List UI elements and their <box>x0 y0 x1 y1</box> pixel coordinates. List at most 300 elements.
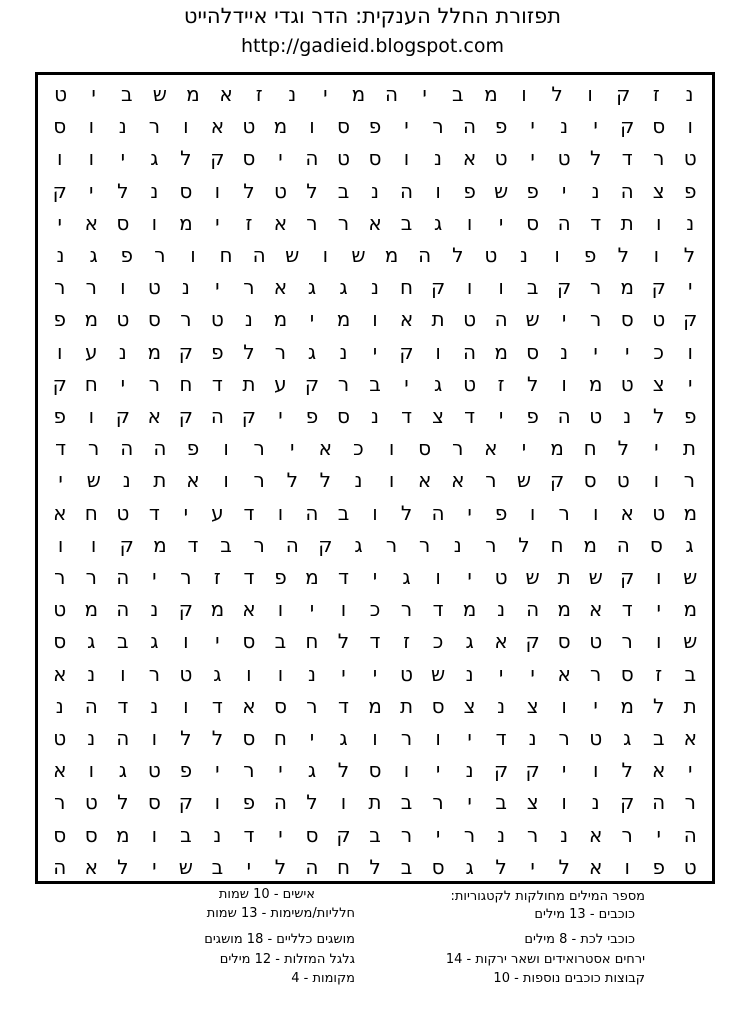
grid-letter[interactable]: ק <box>178 404 193 428</box>
grid-letter[interactable]: ז <box>652 82 660 106</box>
grid-letter[interactable]: י <box>215 210 220 235</box>
grid-letter[interactable]: ז <box>497 371 505 396</box>
grid-letter[interactable]: א <box>399 307 414 332</box>
grid-letter[interactable]: ה <box>463 114 477 139</box>
grid-letter[interactable]: מ <box>494 339 508 364</box>
grid-letter[interactable]: מ <box>462 597 477 622</box>
grid-letter[interactable]: א <box>368 210 382 235</box>
grid-letter[interactable]: ח <box>179 371 193 396</box>
grid-letter[interactable]: ט <box>242 114 256 139</box>
grid-letter[interactable]: ט <box>210 307 224 332</box>
grid-letter[interactable]: ג <box>465 854 474 879</box>
grid-letter[interactable]: ו <box>183 629 189 654</box>
grid-letter[interactable]: ל <box>683 243 696 267</box>
grid-letter[interactable]: נ <box>122 468 131 493</box>
grid-letter[interactable]: ר <box>306 693 318 718</box>
grid-letter[interactable]: ה <box>418 243 432 267</box>
grid-letter[interactable]: ש <box>430 661 446 686</box>
grid-letter[interactable]: ו <box>435 339 441 364</box>
grid-letter[interactable]: ר <box>148 114 160 139</box>
grid-letter[interactable]: ג <box>433 210 443 235</box>
grid-letter[interactable]: ח <box>273 726 287 750</box>
grid-letter[interactable]: ר <box>653 146 665 171</box>
grid-letter[interactable]: א <box>273 275 288 300</box>
grid-letter[interactable]: מ <box>153 532 167 557</box>
grid-letter[interactable]: ו <box>372 307 378 332</box>
grid-letter[interactable]: ק <box>115 404 130 428</box>
grid-letter[interactable]: ק <box>178 597 193 622</box>
grid-letter[interactable]: ה <box>116 726 130 750</box>
grid-letter[interactable]: ל <box>306 790 318 815</box>
grid-letter[interactable]: ש <box>683 629 698 654</box>
grid-letter[interactable]: ט <box>400 661 414 686</box>
grid-letter[interactable]: י <box>521 436 527 461</box>
grid-letter[interactable]: י <box>278 758 283 783</box>
grid-letter[interactable]: י <box>435 758 441 783</box>
grid-letter[interactable]: ש <box>588 565 603 589</box>
grid-letter[interactable]: ר <box>400 597 413 622</box>
grid-letter[interactable]: ו <box>561 371 567 396</box>
grid-letter[interactable]: ה <box>252 243 266 267</box>
grid-letter[interactable]: ס <box>53 629 67 654</box>
grid-letter[interactable]: ק <box>318 532 333 557</box>
grid-letter[interactable]: ט <box>494 146 508 171</box>
grid-letter[interactable]: ס <box>336 404 350 428</box>
grid-letter[interactable]: ג <box>118 758 127 783</box>
grid-letter[interactable]: י <box>593 693 598 718</box>
grid-letter[interactable]: מ <box>116 822 130 847</box>
grid-letter[interactable]: ח <box>550 532 564 557</box>
grid-letter[interactable]: ר <box>148 371 160 396</box>
grid-letter[interactable]: ט <box>652 307 666 332</box>
grid-letter[interactable]: פ <box>684 404 697 428</box>
grid-letter[interactable]: מ <box>484 82 498 106</box>
grid-letter[interactable]: ג <box>339 275 348 300</box>
grid-letter[interactable]: ר <box>253 436 265 461</box>
grid-letter[interactable]: א <box>588 597 603 622</box>
grid-letter[interactable]: ר <box>54 790 66 815</box>
grid-letter[interactable]: ה <box>273 790 287 815</box>
grid-letter[interactable]: ק <box>399 339 414 364</box>
grid-letter[interactable]: ה <box>494 307 508 332</box>
grid-letter[interactable]: ט <box>494 565 508 589</box>
grid-letter[interactable]: ג <box>307 275 317 300</box>
grid-letter[interactable]: ת <box>682 436 697 461</box>
grid-letter[interactable]: ע <box>274 371 287 396</box>
grid-letter[interactable]: פ <box>242 790 256 815</box>
grid-letter[interactable]: ר <box>558 500 570 525</box>
grid-letter[interactable]: י <box>467 726 472 750</box>
grid-letter[interactable]: ו <box>151 822 158 847</box>
grid-letter[interactable]: ח <box>583 436 597 461</box>
grid-letter[interactable]: ו <box>372 726 378 750</box>
grid-letter[interactable]: נ <box>150 693 159 718</box>
grid-letter[interactable]: ל <box>243 178 255 203</box>
grid-letter[interactable]: נ <box>434 146 443 171</box>
grid-letter[interactable]: ו <box>561 790 567 815</box>
grid-letter[interactable]: ל <box>369 854 381 879</box>
grid-letter[interactable]: ש <box>285 243 300 267</box>
grid-letter[interactable]: פ <box>186 436 200 461</box>
grid-letter[interactable]: מ <box>620 275 634 300</box>
grid-letter[interactable]: ה <box>53 854 67 879</box>
grid-letter[interactable]: ו <box>435 178 441 203</box>
grid-letter[interactable]: ש <box>86 468 101 493</box>
grid-letter[interactable]: ג <box>307 339 317 364</box>
grid-letter[interactable]: ת <box>242 371 256 396</box>
grid-letter[interactable]: ש <box>516 468 532 493</box>
grid-letter[interactable]: ח <box>399 275 414 300</box>
grid-letter[interactable]: ק <box>430 275 446 300</box>
blog-url[interactable]: http://gadieid.blogspot.com <box>241 35 504 57</box>
grid-letter[interactable]: ס <box>557 629 571 654</box>
grid-letter[interactable]: י <box>688 371 693 396</box>
grid-letter[interactable]: ה <box>116 597 130 622</box>
grid-letter[interactable]: ק <box>304 371 320 396</box>
grid-letter[interactable]: ק <box>178 339 193 364</box>
grid-letter[interactable]: י <box>530 114 535 139</box>
grid-letter[interactable]: א <box>84 854 98 879</box>
grid-letter[interactable]: פ <box>494 114 508 139</box>
grid-letter[interactable]: י <box>498 210 504 235</box>
grid-letter[interactable]: ב <box>400 790 413 815</box>
grid-letter[interactable]: ר <box>463 822 476 847</box>
grid-letter[interactable]: ל <box>306 178 318 203</box>
grid-letter[interactable]: ט <box>589 404 603 428</box>
grid-letter[interactable]: פ <box>463 178 476 203</box>
grid-letter[interactable]: ר <box>684 790 696 815</box>
grid-letter[interactable]: י <box>688 275 693 300</box>
grid-letter[interactable]: ה <box>84 693 98 718</box>
grid-letter[interactable]: ר <box>621 822 633 847</box>
grid-letter[interactable]: נ <box>465 758 474 783</box>
grid-letter[interactable]: ש <box>178 854 193 879</box>
grid-letter[interactable]: נ <box>370 178 379 203</box>
grid-letter[interactable]: פ <box>53 307 67 332</box>
grid-letter[interactable]: מ <box>557 597 571 622</box>
grid-letter[interactable]: ל <box>337 629 350 654</box>
grid-letter[interactable]: ד <box>148 500 160 525</box>
grid-letter[interactable]: ב <box>400 854 413 879</box>
grid-letter[interactable]: פ <box>179 758 193 783</box>
grid-letter[interactable]: נ <box>560 339 569 364</box>
grid-letter[interactable]: ו <box>57 339 63 364</box>
grid-letter[interactable]: ה <box>463 339 477 364</box>
grid-letter[interactable]: ה <box>557 210 571 235</box>
grid-letter[interactable]: ג <box>213 661 222 686</box>
grid-letter[interactable]: ס <box>368 146 382 171</box>
grid-letter[interactable]: נ <box>370 404 379 428</box>
grid-letter[interactable]: י <box>309 307 315 332</box>
grid-letter[interactable]: ל <box>617 436 629 461</box>
grid-letter[interactable]: מ <box>683 597 698 622</box>
grid-letter[interactable]: ו <box>655 210 662 235</box>
grid-letter[interactable]: ר <box>148 661 160 686</box>
grid-letter[interactable]: ה <box>305 854 319 879</box>
grid-letter[interactable]: נ <box>150 597 159 622</box>
grid-letter[interactable]: מ <box>583 532 597 557</box>
grid-letter[interactable]: מ <box>683 500 698 525</box>
grid-letter[interactable]: א <box>417 468 432 493</box>
grid-letter[interactable]: ס <box>242 726 256 750</box>
grid-letter[interactable]: ו <box>498 275 504 300</box>
grid-letter[interactable]: ט <box>683 146 697 171</box>
grid-letter[interactable]: ו <box>388 436 395 461</box>
grid-letter[interactable]: ר <box>590 275 602 300</box>
grid-letter[interactable]: נ <box>288 82 297 106</box>
grid-letter[interactable]: ס <box>116 210 130 235</box>
grid-letter[interactable]: צ <box>526 693 539 718</box>
grid-letter[interactable]: ר <box>526 822 539 847</box>
grid-letter[interactable]: ש <box>683 565 698 589</box>
grid-letter[interactable]: ח <box>84 371 98 396</box>
grid-letter[interactable]: ה <box>153 436 167 461</box>
grid-letter[interactable]: פ <box>53 404 67 428</box>
grid-letter[interactable]: ז <box>403 629 410 654</box>
grid-letter[interactable]: ה <box>526 597 540 622</box>
grid-letter[interactable]: י <box>498 661 504 686</box>
grid-letter[interactable]: נ <box>497 693 506 718</box>
grid-letter[interactable]: ח <box>84 500 98 525</box>
grid-letter[interactable]: ג <box>402 565 411 589</box>
grid-letter[interactable]: ו <box>277 597 284 622</box>
grid-letter[interactable]: י <box>290 436 295 461</box>
grid-letter[interactable]: ו <box>435 726 441 750</box>
grid-letter[interactable]: ח <box>336 854 351 879</box>
grid-letter[interactable]: צ <box>432 404 444 428</box>
grid-letter[interactable]: ב <box>180 822 192 847</box>
grid-letter[interactable]: ת <box>399 693 414 718</box>
grid-letter[interactable]: ר <box>54 565 66 589</box>
grid-letter[interactable]: פ <box>652 854 665 879</box>
grid-letter[interactable]: ט <box>463 371 477 396</box>
grid-letter[interactable]: ר <box>306 210 318 235</box>
grid-letter[interactable]: ס <box>368 758 382 783</box>
grid-letter[interactable]: ס <box>147 790 161 815</box>
grid-letter[interactable]: ט <box>337 146 350 171</box>
grid-letter[interactable]: ל <box>526 371 539 396</box>
grid-letter[interactable]: נ <box>519 243 528 267</box>
grid-letter[interactable]: ט <box>652 500 666 525</box>
grid-letter[interactable]: מ <box>84 307 99 332</box>
grid-letter[interactable]: ע <box>211 500 224 525</box>
grid-letter[interactable]: ו <box>246 661 252 686</box>
grid-letter[interactable]: ר <box>337 210 350 235</box>
grid-letter[interactable]: ו <box>403 146 410 171</box>
grid-letter[interactable]: ל <box>180 726 192 750</box>
grid-letter[interactable]: ל <box>400 500 413 525</box>
grid-letter[interactable]: ר <box>419 532 431 557</box>
grid-letter[interactable]: ד <box>338 565 349 589</box>
grid-letter[interactable]: ד <box>243 500 255 525</box>
grid-letter[interactable]: ר <box>180 307 192 332</box>
grid-letter[interactable]: ל <box>117 854 129 879</box>
grid-letter[interactable]: מ <box>351 82 366 106</box>
grid-letter[interactable]: ב <box>526 275 539 300</box>
grid-letter[interactable]: י <box>372 565 378 589</box>
grid-letter[interactable]: ו <box>435 565 441 589</box>
grid-letter[interactable]: ר <box>621 629 633 654</box>
grid-letter[interactable]: ו <box>466 210 473 235</box>
grid-letter[interactable]: י <box>120 146 126 171</box>
grid-letter[interactable]: א <box>557 661 571 686</box>
grid-letter[interactable]: ג <box>433 371 443 396</box>
grid-letter[interactable]: ק <box>178 790 193 815</box>
grid-letter[interactable]: י <box>656 597 661 622</box>
grid-letter[interactable]: ט <box>179 661 193 686</box>
grid-letter[interactable]: ו <box>214 790 221 815</box>
grid-letter[interactable]: ר <box>452 436 464 461</box>
grid-letter[interactable]: צ <box>526 790 539 815</box>
grid-letter[interactable]: ה <box>210 404 224 428</box>
grid-letter[interactable]: ו <box>90 532 97 557</box>
grid-letter[interactable]: ב <box>495 790 507 815</box>
grid-letter[interactable]: פ <box>684 178 697 203</box>
grid-letter[interactable]: ת <box>368 790 382 815</box>
grid-letter[interactable]: נ <box>339 339 348 364</box>
grid-letter[interactable]: ו <box>655 565 662 589</box>
grid-letter[interactable]: ה <box>305 146 319 171</box>
grid-letter[interactable]: ל <box>286 468 298 493</box>
grid-letter[interactable]: ז <box>245 210 253 235</box>
grid-letter[interactable]: ד <box>243 822 255 847</box>
grid-letter[interactable]: י <box>278 146 283 171</box>
grid-letter[interactable]: ב <box>369 822 381 847</box>
grid-letter[interactable]: ו <box>653 468 660 493</box>
grid-letter[interactable]: נ <box>244 307 253 332</box>
grid-letter[interactable]: ד <box>432 597 444 622</box>
grid-letter[interactable]: ו <box>340 597 347 622</box>
grid-letter[interactable]: נ <box>56 243 65 267</box>
grid-letter[interactable]: י <box>309 597 315 622</box>
grid-letter[interactable]: ה <box>683 822 697 847</box>
grid-letter[interactable]: ק <box>210 146 225 171</box>
grid-letter[interactable]: ל <box>211 726 224 750</box>
grid-letter[interactable]: מ <box>336 307 351 332</box>
grid-letter[interactable]: ד <box>187 532 199 557</box>
grid-letter[interactable]: ג <box>465 629 474 654</box>
grid-letter[interactable]: נ <box>591 178 600 203</box>
grid-letter[interactable]: ט <box>463 307 477 332</box>
grid-letter[interactable]: פ <box>583 243 597 267</box>
grid-letter[interactable]: ג <box>87 629 96 654</box>
grid-letter[interactable]: א <box>273 210 288 235</box>
grid-letter[interactable]: ו <box>277 661 284 686</box>
grid-letter[interactable]: נ <box>370 275 379 300</box>
grid-letter[interactable]: ו <box>214 178 221 203</box>
grid-letter[interactable]: ר <box>180 565 192 589</box>
grid-letter[interactable]: ט <box>273 178 287 203</box>
grid-letter[interactable]: ט <box>484 243 498 267</box>
grid-letter[interactable]: מ <box>147 339 162 364</box>
grid-letter[interactable]: ט <box>616 468 630 493</box>
grid-letter[interactable]: י <box>152 565 157 589</box>
grid-letter[interactable]: ר <box>558 726 570 750</box>
grid-letter[interactable]: ס <box>53 114 67 139</box>
grid-letter[interactable]: ס <box>147 307 161 332</box>
grid-letter[interactable]: ל <box>653 404 665 428</box>
grid-letter[interactable]: א <box>462 146 477 171</box>
grid-letter[interactable]: פ <box>494 500 508 525</box>
grid-letter[interactable]: נ <box>118 114 127 139</box>
grid-letter[interactable]: ב <box>337 500 350 525</box>
grid-letter[interactable]: א <box>588 822 603 847</box>
grid-letter[interactable]: ו <box>587 82 593 106</box>
grid-letter[interactable]: ר <box>253 532 265 557</box>
grid-letter[interactable]: ל <box>319 468 332 493</box>
grid-letter[interactable]: א <box>53 500 67 525</box>
grid-letter[interactable]: ה <box>285 532 299 557</box>
grid-letter[interactable]: ק <box>549 468 565 493</box>
grid-letter[interactable]: א <box>186 468 200 493</box>
grid-letter[interactable]: ל <box>518 532 530 557</box>
grid-letter[interactable]: ל <box>117 790 129 815</box>
grid-letter[interactable]: ר <box>432 114 444 139</box>
grid-letter[interactable]: א <box>53 661 67 686</box>
grid-letter[interactable]: ר <box>385 532 398 557</box>
grid-letter[interactable]: ס <box>649 532 663 557</box>
grid-letter[interactable]: י <box>58 468 63 493</box>
grid-letter[interactable]: י <box>246 854 252 879</box>
grid-letter[interactable]: פ <box>368 114 382 139</box>
grid-letter[interactable]: ע <box>85 339 98 364</box>
grid-letter[interactable]: נ <box>87 726 96 750</box>
grid-letter[interactable]: י <box>372 661 378 686</box>
grid-letter[interactable]: י <box>309 726 315 750</box>
grid-letter[interactable]: ד <box>211 371 223 396</box>
grid-letter[interactable]: ו <box>592 500 599 525</box>
grid-letter[interactable]: ב <box>337 178 350 203</box>
grid-letter[interactable]: נ <box>465 661 474 686</box>
grid-letter[interactable]: ד <box>211 693 223 718</box>
grid-letter[interactable]: ו <box>554 243 560 267</box>
grid-letter[interactable]: י <box>498 404 504 428</box>
grid-letter[interactable]: ב <box>120 82 133 106</box>
grid-letter[interactable]: י <box>215 629 220 654</box>
grid-letter[interactable]: ו <box>653 243 660 267</box>
grid-letter[interactable]: ט <box>116 307 130 332</box>
grid-letter[interactable]: ד <box>117 693 129 718</box>
grid-letter[interactable]: ש <box>525 565 540 589</box>
grid-letter[interactable]: ס <box>242 629 256 654</box>
grid-letter[interactable]: ס <box>336 114 350 139</box>
grid-letter[interactable]: ד <box>621 597 633 622</box>
grid-letter[interactable]: נ <box>87 661 96 686</box>
grid-letter[interactable]: י <box>593 339 598 364</box>
grid-letter[interactable]: א <box>53 758 67 783</box>
grid-letter[interactable]: ב <box>220 532 232 557</box>
grid-letter[interactable]: ו <box>57 146 63 171</box>
grid-letter[interactable]: ת <box>153 468 167 493</box>
grid-letter[interactable]: ו <box>309 114 315 139</box>
grid-letter[interactable]: ל <box>653 693 665 718</box>
grid-letter[interactable]: נ <box>150 178 159 203</box>
grid-letter[interactable]: ק <box>52 371 67 396</box>
grid-letter[interactable]: ג <box>354 532 363 557</box>
grid-letter[interactable]: נ <box>560 114 569 139</box>
grid-letter[interactable]: א <box>494 629 508 654</box>
grid-letter[interactable]: מ <box>186 82 200 106</box>
grid-letter[interactable]: ק <box>336 822 351 847</box>
grid-letter[interactable]: ר <box>683 468 696 493</box>
grid-letter[interactable]: א <box>147 404 162 428</box>
grid-letter[interactable]: ד <box>55 436 67 461</box>
grid-letter[interactable]: מ <box>368 693 382 718</box>
grid-letter[interactable]: ט <box>53 597 67 622</box>
grid-letter[interactable]: ד <box>369 629 381 654</box>
grid-letter[interactable]: ט <box>589 629 603 654</box>
grid-letter[interactable]: י <box>57 210 62 235</box>
